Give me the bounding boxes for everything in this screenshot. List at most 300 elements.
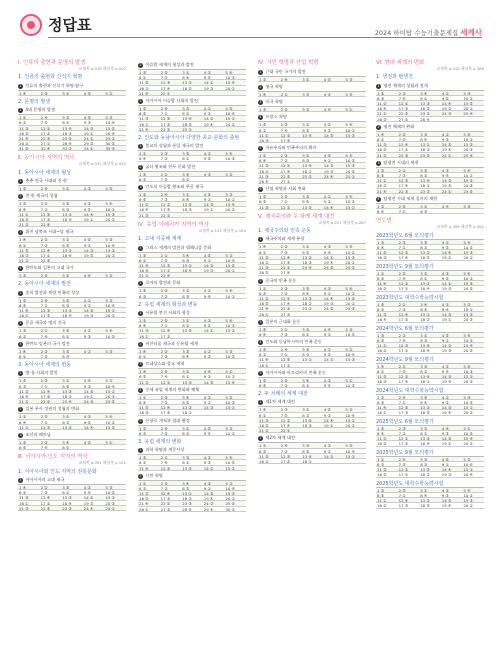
- answer-cell: 23 ⑤: [420, 152, 430, 157]
- answer-cell: 1 ①: [259, 285, 267, 290]
- answer-row: [138, 213, 246, 218]
- answer-cell: 4 ③: [203, 318, 211, 323]
- answer-cell: 8 ②: [302, 412, 310, 417]
- answer-cell: 13 ④: [302, 453, 312, 458]
- answer-cell: 19 ④: [441, 410, 452, 415]
- answer-cell: 3 ④: [182, 394, 190, 399]
- topic-title: [138, 447, 246, 453]
- answer-cell: 1 ④: [259, 91, 267, 97]
- answer-cell: 18 ③: [62, 130, 72, 135]
- answer-cell: 21 ①: [19, 399, 29, 404]
- empty-cell: [224, 213, 246, 217]
- answer-cell: 9 ①: [441, 462, 449, 467]
- answer-cell: 2 ③: [40, 90, 48, 95]
- answer-cell: 16 ①: [139, 333, 149, 338]
- answer-cell: 9 ②: [323, 331, 331, 337]
- answer-cell: 4 ①: [83, 348, 91, 354]
- answer-cell: 1 ②: [377, 239, 385, 245]
- answer-cell: 25 ②: [105, 135, 116, 141]
- answer-cell: 6 ①: [259, 249, 267, 254]
- answer-cell: 3 ①: [420, 203, 428, 208]
- topic-label: 진·한 제국의 성립: [24, 193, 58, 199]
- topic-title: [138, 473, 246, 479]
- answer-cell: 9 ④: [83, 490, 91, 495]
- answer-cell: 14 ⑤: [441, 498, 452, 503]
- answer-cell: 18 ④: [62, 252, 72, 258]
- answer-cell: 3 ②: [302, 107, 310, 112]
- answer-cell: 4 ①: [441, 131, 449, 137]
- subsection-title: 2023학년도 9월 모의평가: [376, 263, 434, 270]
- answer-grid: [138, 191, 246, 218]
- answer-cell: 13 ⑤: [182, 328, 192, 333]
- answer-cell: 5 ⑤: [225, 105, 233, 111]
- answer-cell: 1 ②: [19, 297, 27, 302]
- answer-cell: 15 ④: [463, 436, 474, 441]
- answer-row: [18, 313, 126, 318]
- answer-cell: 20 ②: [225, 207, 236, 212]
- answer-cell: 12 ①: [398, 436, 409, 441]
- answer-cell: 19 ①: [83, 130, 94, 135]
- answer-cell: 9 ②: [441, 400, 449, 405]
- answer-cell: 22 ①: [160, 501, 171, 506]
- answer-cell: 13 ④: [420, 374, 430, 379]
- answer-cell: 18 ⑤: [420, 410, 430, 415]
- answer-cell: 5 ③: [225, 425, 233, 430]
- answer-cell: 23 ②: [302, 173, 312, 178]
- answer-cell: 11 ①: [139, 202, 149, 207]
- answer-cell: 8 ①: [420, 95, 428, 101]
- answer-cell: 11 ②: [19, 388, 29, 394]
- answer-cell: 2 ④: [280, 443, 288, 448]
- topic-number-badge: 4: [259, 340, 262, 345]
- answer-cell: 5 ③: [225, 191, 233, 197]
- answer-cell: 12 ④: [160, 491, 171, 496]
- answer-cell: 1 ⑤: [19, 378, 27, 383]
- answer-cell: 2 ③: [280, 153, 288, 158]
- topic-title: [18, 178, 126, 184]
- empty-cell: [104, 222, 126, 226]
- answer-cell: 14 ①: [203, 328, 214, 333]
- topic-number-badge: 2: [139, 473, 142, 478]
- answer-cell: 18 ④: [62, 313, 72, 318]
- answer-cell: 2 ③: [160, 288, 168, 293]
- answer-grid: [376, 301, 484, 323]
- answer-cell: 17 ④: [280, 301, 291, 306]
- answer-cell: 9 ③: [441, 431, 449, 436]
- answer-cell: 2 ①: [398, 167, 406, 172]
- answer-cell: 25 ③: [345, 306, 356, 311]
- topic-title: [18, 432, 126, 438]
- subsection-title: 1. 냉전과 탈냉전: [376, 74, 413, 81]
- topic-title: [138, 341, 246, 347]
- empty-cell: [224, 273, 246, 277]
- answer-cell: 10 ④: [225, 257, 236, 262]
- topic-label: 비잔티움 제국과 동유럽 세계: [144, 340, 198, 346]
- answer-cell: 1 ①: [377, 270, 385, 276]
- answer-cell: 8 ④: [182, 354, 190, 359]
- answer-cell: 8 ②: [182, 430, 190, 435]
- answer-cell: 15 ①: [105, 247, 116, 252]
- answer-cell: 11 ③: [377, 312, 387, 317]
- answer-cell: 20 ②: [105, 313, 116, 318]
- answer-cell: 16 ③: [19, 252, 29, 258]
- answer-cell: 31 ⑤: [19, 146, 29, 151]
- answer-cell: 4 ①: [441, 394, 449, 400]
- answer-grid: [138, 287, 246, 298]
- answer-cell: 22 ①: [160, 212, 171, 217]
- answer-cell: 7 ⑤: [160, 430, 168, 435]
- answer-row: [138, 431, 246, 436]
- answer-row: [258, 205, 366, 210]
- answer-cell: 4 ③: [203, 171, 211, 176]
- answer-cell: 14 ④: [441, 250, 452, 255]
- answer-cell: 10 ①: [225, 197, 236, 202]
- brand-prefix: 2024 하이탑 수능기출문제집: [374, 29, 459, 37]
- answer-row: [138, 507, 246, 512]
- answer-cell: 7 ④: [398, 95, 406, 101]
- answer-cell: 14 ④: [441, 101, 452, 106]
- answer-grid: [376, 239, 484, 261]
- topic-label: 시민 혁명: [144, 472, 163, 478]
- answer-cell: 22 ①: [280, 428, 291, 433]
- answer-cell: 13 ⑤: [420, 343, 430, 348]
- answer-cell: 7 ⑤: [398, 137, 406, 142]
- answer-cell: 20 ②: [105, 252, 116, 258]
- answer-cell: 13 ⑤: [182, 465, 192, 470]
- answer-cell: 22 ⑤: [40, 505, 51, 511]
- answer-cell: 6 ⑤: [377, 172, 385, 178]
- answer-cell: 8 ③: [302, 158, 310, 163]
- answer-cell: 3 ④: [302, 377, 310, 383]
- answer-cell: 10 ②: [225, 374, 236, 379]
- answer-cell: 11 ②: [259, 295, 269, 301]
- answer-cell: 5 ③: [345, 326, 353, 331]
- answer-cell: 22 ①: [160, 90, 171, 95]
- answer-cell: 5 ①: [225, 369, 233, 374]
- empty-cell: [323, 312, 345, 316]
- answer-grid: [18, 272, 126, 278]
- answer-cell: 7 ①: [160, 111, 168, 116]
- answer-cell: 16 ①: [259, 362, 269, 367]
- answer-cell: 5 ②: [225, 480, 233, 485]
- topic-label: 서아시아의 고대 제국: [24, 477, 65, 483]
- answer-cell: 13 ①: [182, 262, 192, 268]
- answer-cell: 13 ②: [62, 211, 72, 216]
- answer-cell: 4 ⑤: [203, 191, 211, 197]
- topic-title: [258, 278, 366, 284]
- section-page-ref: 교재쪽 p.031 해설쪽 p.020: [78, 161, 126, 167]
- answer-cell: 5 ④: [463, 487, 471, 493]
- empty-cell: [344, 270, 366, 274]
- topic-title: [258, 145, 366, 151]
- answer-row: [138, 354, 246, 359]
- answer-cell: 10 ③: [225, 399, 236, 405]
- answer-cell: 24 ④: [323, 173, 334, 178]
- section-page-ref: 교재쪽 p.306 해설쪽 p.402: [436, 223, 484, 229]
- answer-cell: 18 ④: [182, 268, 192, 273]
- answer-cell: 10 ②: [105, 419, 116, 424]
- answer-cell: 3 ③: [420, 363, 428, 369]
- topic-number-badge: 2: [19, 407, 22, 412]
- answer-cell: 4 ⑤: [83, 439, 91, 445]
- answer-cell: 13 ③: [62, 388, 72, 394]
- answer-cell: 1 ③: [377, 487, 385, 493]
- answer-cell: 4 ⑤: [323, 76, 331, 81]
- answer-cell: 5 ③: [463, 394, 471, 400]
- answer-cell: 14 ①: [83, 495, 94, 500]
- answer-row: [376, 255, 484, 260]
- answer-cell: 2 ②: [398, 131, 406, 137]
- answer-cell: 16 ⑤: [19, 130, 29, 135]
- answer-cell: 22 ③: [398, 152, 409, 157]
- answer-cell: 4 ③: [83, 186, 91, 191]
- answer-cell: 2 ①: [160, 171, 168, 176]
- answer-cell: 9 ②: [83, 302, 91, 308]
- answer-cell: 8 ④: [302, 290, 310, 295]
- answer-cell: 1 ②: [377, 203, 385, 208]
- topic-title: [258, 370, 366, 376]
- answer-cell: 4 ③: [441, 270, 449, 276]
- answer-cell: 9 ⑤: [83, 419, 91, 424]
- answer-cell: 1 ③: [19, 328, 27, 333]
- answer-row: [138, 380, 246, 385]
- answer-cell: 28 ④: [62, 141, 72, 146]
- answer-cell: 19 ①: [441, 317, 452, 322]
- answer-row: [138, 273, 246, 278]
- answer-cell: 6 ③: [19, 383, 27, 388]
- answer-cell: 20 ①: [463, 106, 474, 111]
- answer-cell: 17 ③: [40, 216, 51, 222]
- answer-cell: 2 ②: [398, 90, 406, 95]
- answer-cell: 5 ③: [225, 348, 233, 354]
- answer-cell: 3 ③: [302, 91, 310, 97]
- answer-cell: 21 ④: [139, 90, 149, 95]
- answer-cell: 5 ③: [345, 76, 353, 81]
- answer-cell: 9 ③: [441, 245, 449, 250]
- answer-cell: 4 ⑤: [441, 456, 449, 462]
- answer-grid: [376, 425, 484, 447]
- answer-cell: 20 ③: [463, 183, 474, 188]
- answer-cell: 6 ⑤: [377, 338, 385, 343]
- topic-number-badge: 4: [259, 115, 262, 120]
- answer-cell: 7 ①: [280, 199, 288, 204]
- answer-cell: 8 ⑤: [62, 242, 70, 247]
- answer-cell: 15 ①: [225, 116, 236, 121]
- topic-title: [138, 245, 246, 251]
- answer-cell: 17 ②: [40, 500, 51, 505]
- topic-number-badge: 2: [19, 194, 22, 199]
- answer-cell: 9 ④: [323, 249, 331, 254]
- answer-cell: 2 ②: [280, 244, 288, 249]
- answer-cell: 8 ⑤: [302, 448, 310, 453]
- topic-label: 과학 혁명과 계몽사상: [144, 447, 185, 453]
- answer-cell: 16 ④: [19, 394, 29, 399]
- answer-cell: 25 ①: [105, 505, 116, 511]
- answer-cell: 15 ⑤: [463, 281, 474, 286]
- answer-cell: 23 ①: [302, 306, 312, 311]
- topic-number-badge: 1: [139, 245, 142, 250]
- answer-cell: 6 ④: [377, 245, 385, 250]
- answer-cell: 6 ②: [139, 257, 147, 262]
- answer-cell: 5 ④: [345, 194, 353, 199]
- topic-number-badge: 3: [259, 319, 262, 324]
- answer-cell: 4 ②: [323, 91, 331, 97]
- answer-cell: 25 ①: [345, 173, 356, 178]
- answer-cell: 15 ④: [225, 80, 236, 85]
- answer-cell: 7 ③: [40, 490, 48, 495]
- topic-title: [258, 435, 366, 441]
- answer-cell: 6 ①: [377, 137, 385, 142]
- answer-cell: 29 ③: [83, 141, 94, 146]
- answer-cell: 14 ①: [323, 254, 334, 260]
- answer-row: [258, 92, 366, 97]
- answer-cell: 10 ④: [345, 448, 356, 453]
- topic-label: 산업 혁명과 사회 변화: [264, 186, 306, 192]
- answer-cell: 7 ⑤: [160, 176, 168, 181]
- answer-cell: 23 ③: [182, 501, 192, 506]
- answer-cell: 17 ④: [398, 379, 409, 384]
- answer-cell: 19 ③: [83, 313, 94, 318]
- answer-cell: 19 ④: [203, 121, 214, 126]
- answer-cell: 6 ⑤: [259, 199, 267, 204]
- topic-number-badge: 1: [19, 290, 22, 295]
- answer-cell: 10 ①: [463, 307, 474, 312]
- answer-cell: 14 ②: [203, 116, 214, 121]
- answer-cell: 5 ②: [105, 378, 113, 383]
- answer-cell: 15 ①: [345, 204, 356, 209]
- topic-title: [18, 406, 126, 412]
- answer-cell: 26 ①: [139, 506, 149, 511]
- answer-cell: 6 ⑤: [377, 493, 385, 498]
- answer-cell: 10 ②: [463, 493, 474, 498]
- topic-number-badge: 1: [139, 144, 142, 149]
- answer-cell: 3 ③: [302, 443, 310, 448]
- answer-cell: 18 ④: [420, 441, 430, 446]
- answer-cell: 16 ①: [139, 121, 149, 126]
- answer-cell: 14 ④: [323, 417, 334, 423]
- answer-cell: 19 ④: [203, 496, 214, 501]
- topic-title: [18, 229, 126, 235]
- answer-cell: 10 ④: [105, 383, 116, 388]
- answer-cell: 10 ⑤: [105, 490, 116, 495]
- answer-cell: 2 ④: [40, 115, 48, 120]
- answer-cell: 15 ③: [345, 254, 356, 260]
- answer-cell: 3 ①: [182, 70, 190, 75]
- empty-cell: [224, 177, 246, 181]
- answer-cell: 20 ②: [463, 410, 474, 415]
- answer-cell: 2 ②: [160, 348, 168, 354]
- topic-label: 이슬람 세계의 형성과 발전: [144, 62, 194, 67]
- answer-cell: 4 ③: [83, 414, 91, 419]
- answer-cell: 3 ②: [182, 288, 190, 293]
- answer-cell: 4 ③: [323, 377, 331, 383]
- answer-cell: 2 ②: [398, 332, 406, 338]
- answer-row: [18, 91, 126, 96]
- answer-cell: 2 ①: [398, 363, 406, 369]
- answer-grid: [376, 394, 484, 416]
- answer-cell: 1 ⑤: [139, 288, 147, 293]
- answer-cell: 1 ③: [377, 167, 385, 172]
- answer-cell: 4 ②: [323, 443, 331, 448]
- answer-cell: 1 ④: [19, 348, 27, 354]
- answer-cell: 10 ⑤: [345, 331, 356, 337]
- answer-cell: 30 ②: [225, 506, 236, 511]
- answer-cell: 10 ⑤: [225, 354, 236, 359]
- answer-cell: 21 ③: [139, 212, 149, 217]
- answer-cell: 8 ①: [62, 120, 70, 125]
- answer-grid: [138, 348, 246, 359]
- answer-cell: 10 ①: [463, 172, 474, 178]
- empty-cell: [181, 91, 203, 95]
- answer-cell: 3 ④: [182, 252, 190, 257]
- answer-cell: 9 ①: [441, 338, 449, 343]
- answer-cell: 15 ①: [463, 467, 474, 472]
- answer-cell: 12 ④: [160, 405, 171, 410]
- answer-cell: 1 ③: [139, 70, 147, 75]
- answer-cell: 1 ④: [19, 485, 27, 490]
- answer-cell: 10 ②: [463, 338, 474, 343]
- answer-cell: 6 ④: [259, 158, 267, 163]
- answer-cell: 5 ④: [345, 122, 353, 127]
- answer-cell: 8 ⑤: [182, 399, 190, 405]
- answer-cell: 23 ②: [62, 505, 72, 511]
- answer-cell: 3 ④: [420, 90, 428, 95]
- answer-cell: 9 ③: [203, 460, 211, 465]
- answer-cell: 21 ①: [139, 273, 149, 278]
- answer-row: [258, 312, 366, 317]
- answer-grid: [18, 348, 126, 359]
- answer-cell: 8 ⑤: [182, 485, 190, 491]
- empty-cell: [301, 138, 323, 142]
- topic-label: 프랑스 혁명: [264, 114, 287, 120]
- answer-column-2: [138, 60, 246, 514]
- answer-cell: 5 ②: [345, 407, 353, 412]
- empty-cell: [83, 222, 105, 226]
- answer-cell: 8 ①: [182, 374, 190, 379]
- answer-cell: 21 ④: [19, 135, 29, 141]
- topic-title: [18, 83, 126, 89]
- answer-row: [18, 445, 126, 450]
- answer-cell: 20 ⑤: [345, 168, 356, 173]
- answer-cell: 14 ④: [441, 467, 452, 472]
- answer-grid: [376, 90, 484, 122]
- answer-cell: 22 ③: [40, 135, 51, 141]
- answer-cell: 15 ⑤: [225, 262, 236, 268]
- answer-cell: 12 ④: [40, 247, 51, 252]
- topic-title: [258, 399, 366, 405]
- answer-cell: 2 ③: [160, 394, 168, 399]
- answer-grid: [18, 327, 126, 338]
- answer-cell: 7 ①: [398, 208, 406, 214]
- answer-cell: 25 ②: [345, 265, 356, 270]
- empty-cell: [203, 273, 225, 277]
- answer-cell: 11 ②: [377, 436, 387, 441]
- answer-cell: 7 ②: [280, 383, 288, 388]
- answer-grid: [18, 185, 126, 191]
- answer-cell: 1 ⑤: [377, 425, 385, 431]
- topic-title: [18, 341, 126, 347]
- answer-cell: 5 ①: [345, 107, 353, 112]
- answer-cell: 10 ②: [345, 249, 356, 254]
- answer-cell: 6 ⑤: [19, 445, 27, 450]
- topic-number-badge: 6: [259, 187, 262, 192]
- answer-cell: 11 ③: [139, 116, 149, 121]
- answer-cell: 18 ⑤: [420, 255, 430, 260]
- subsection-title: 3. 유럽 세계의 변화: [138, 438, 182, 445]
- answer-cell: 6 ①: [259, 412, 267, 417]
- topic-label: 서유럽 봉건 사회의 형성: [144, 310, 190, 316]
- answer-cell: 10 ③: [463, 369, 474, 374]
